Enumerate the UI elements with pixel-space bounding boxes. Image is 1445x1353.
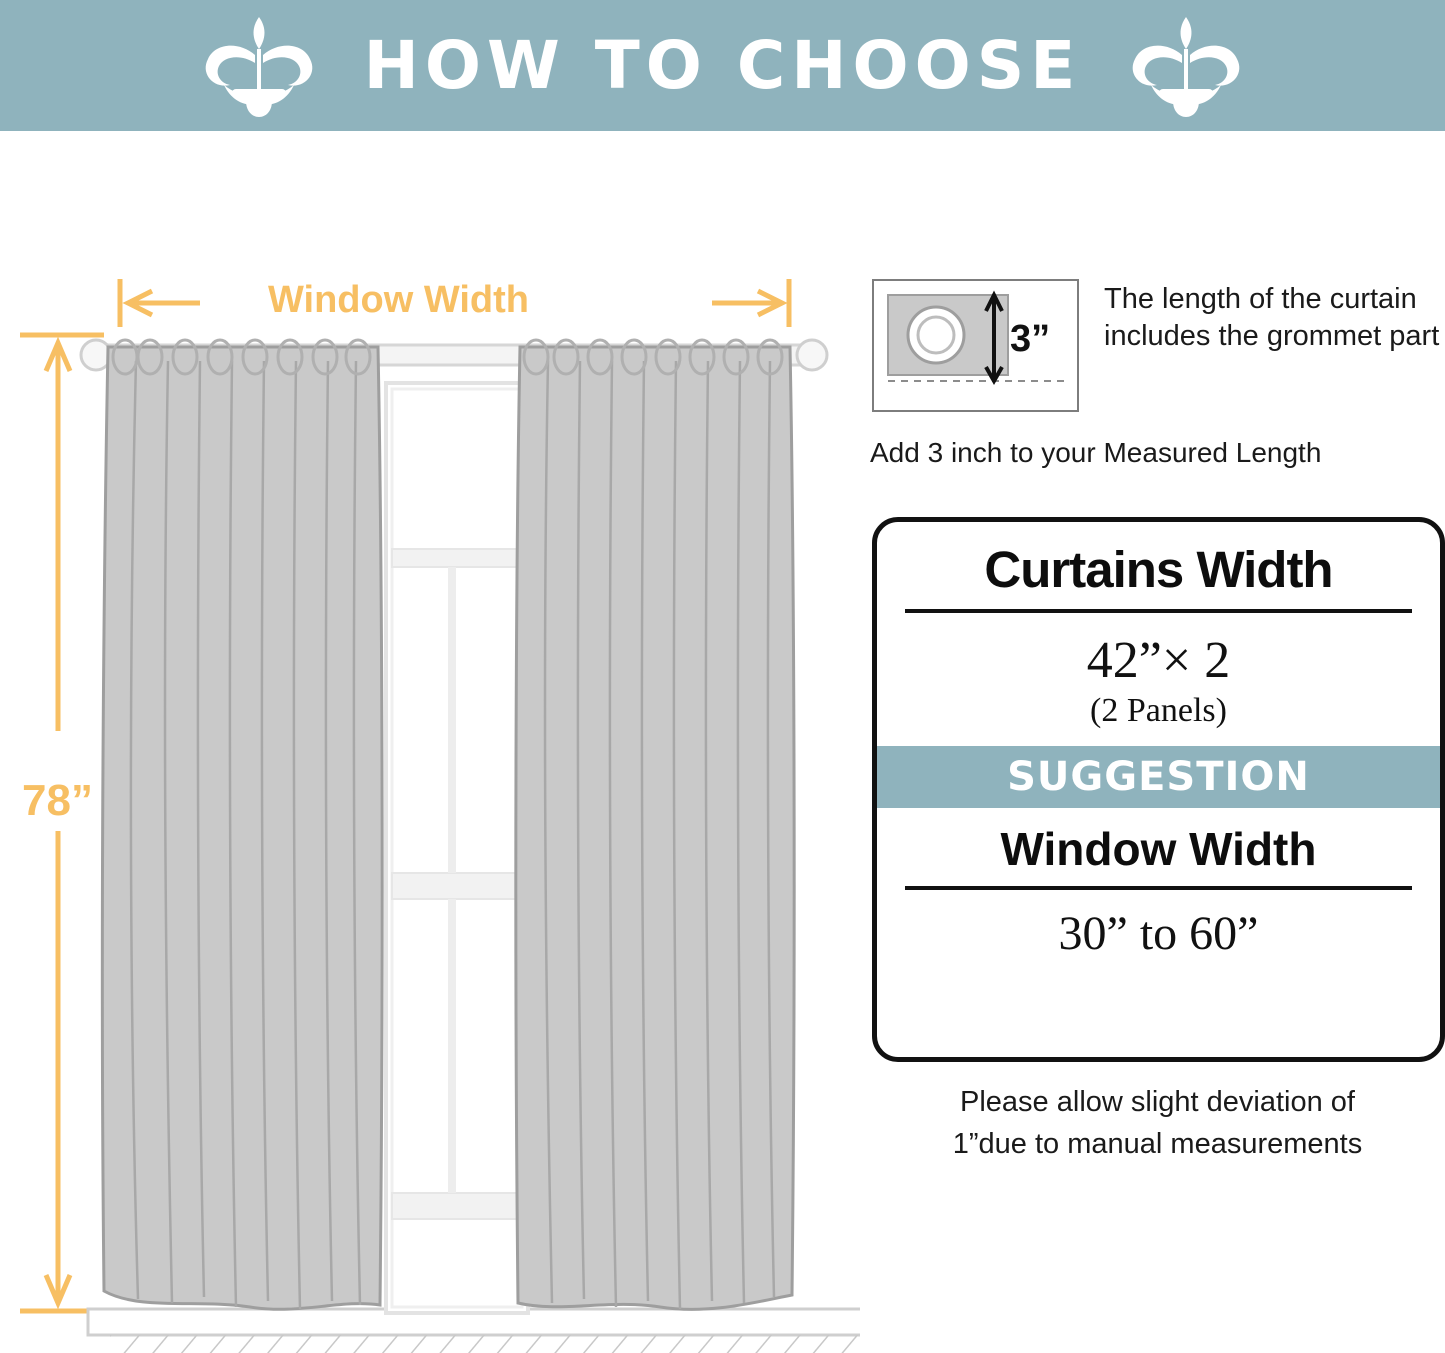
suggestion-band (877, 746, 1440, 808)
fleur-de-lis-icon (1121, 11, 1251, 121)
add-length-note: Add 3 inch to your Measured Length (870, 437, 1322, 468)
card-divider-2 (905, 886, 1412, 890)
header-banner (0, 0, 1445, 131)
grommet-row (872, 279, 1445, 419)
window-width-label: Window Width (268, 279, 530, 321)
grommet-diagram-svg (874, 281, 1077, 410)
curtain-illustration (0, 131, 860, 1353)
suggestion-card (872, 517, 1445, 1062)
floor-hatching (110, 1335, 860, 1353)
deviation-note-line1: Please allow slight deviation of (960, 1086, 1355, 1118)
card-title-window-width: Window Width (1000, 823, 1317, 875)
card-curtains-width-value: 42”× 2 (1086, 632, 1231, 689)
window-frame (386, 383, 528, 1313)
card-panels-count: (2 Panels) (1090, 692, 1227, 729)
suggestion-band-label: SUGGESTION (1007, 754, 1310, 800)
grommet-note: The length of the curtain includes the grommet part (1104, 283, 1440, 352)
grommet-measure-text: 3” (1010, 318, 1051, 360)
card-window-width-value: 30” to 60” (1058, 907, 1259, 960)
curtain-height-label: 78” (22, 776, 93, 825)
info-column (862, 131, 1445, 1353)
diagram-canvas (0, 131, 1445, 1353)
deviation-note-line2: 1”due to manual measurements (952, 1128, 1363, 1160)
page-title: HOW TO CHOOSE (363, 27, 1082, 104)
curtain-panel-left (102, 340, 382, 1309)
grommet-diagram (872, 279, 1079, 412)
deviation-note (870, 1081, 1445, 1165)
card-title-curtains-width: Curtains Width (984, 541, 1333, 598)
curtain-panel-right (516, 340, 794, 1309)
fleur-de-lis-icon (194, 11, 324, 121)
card-divider (905, 609, 1412, 613)
